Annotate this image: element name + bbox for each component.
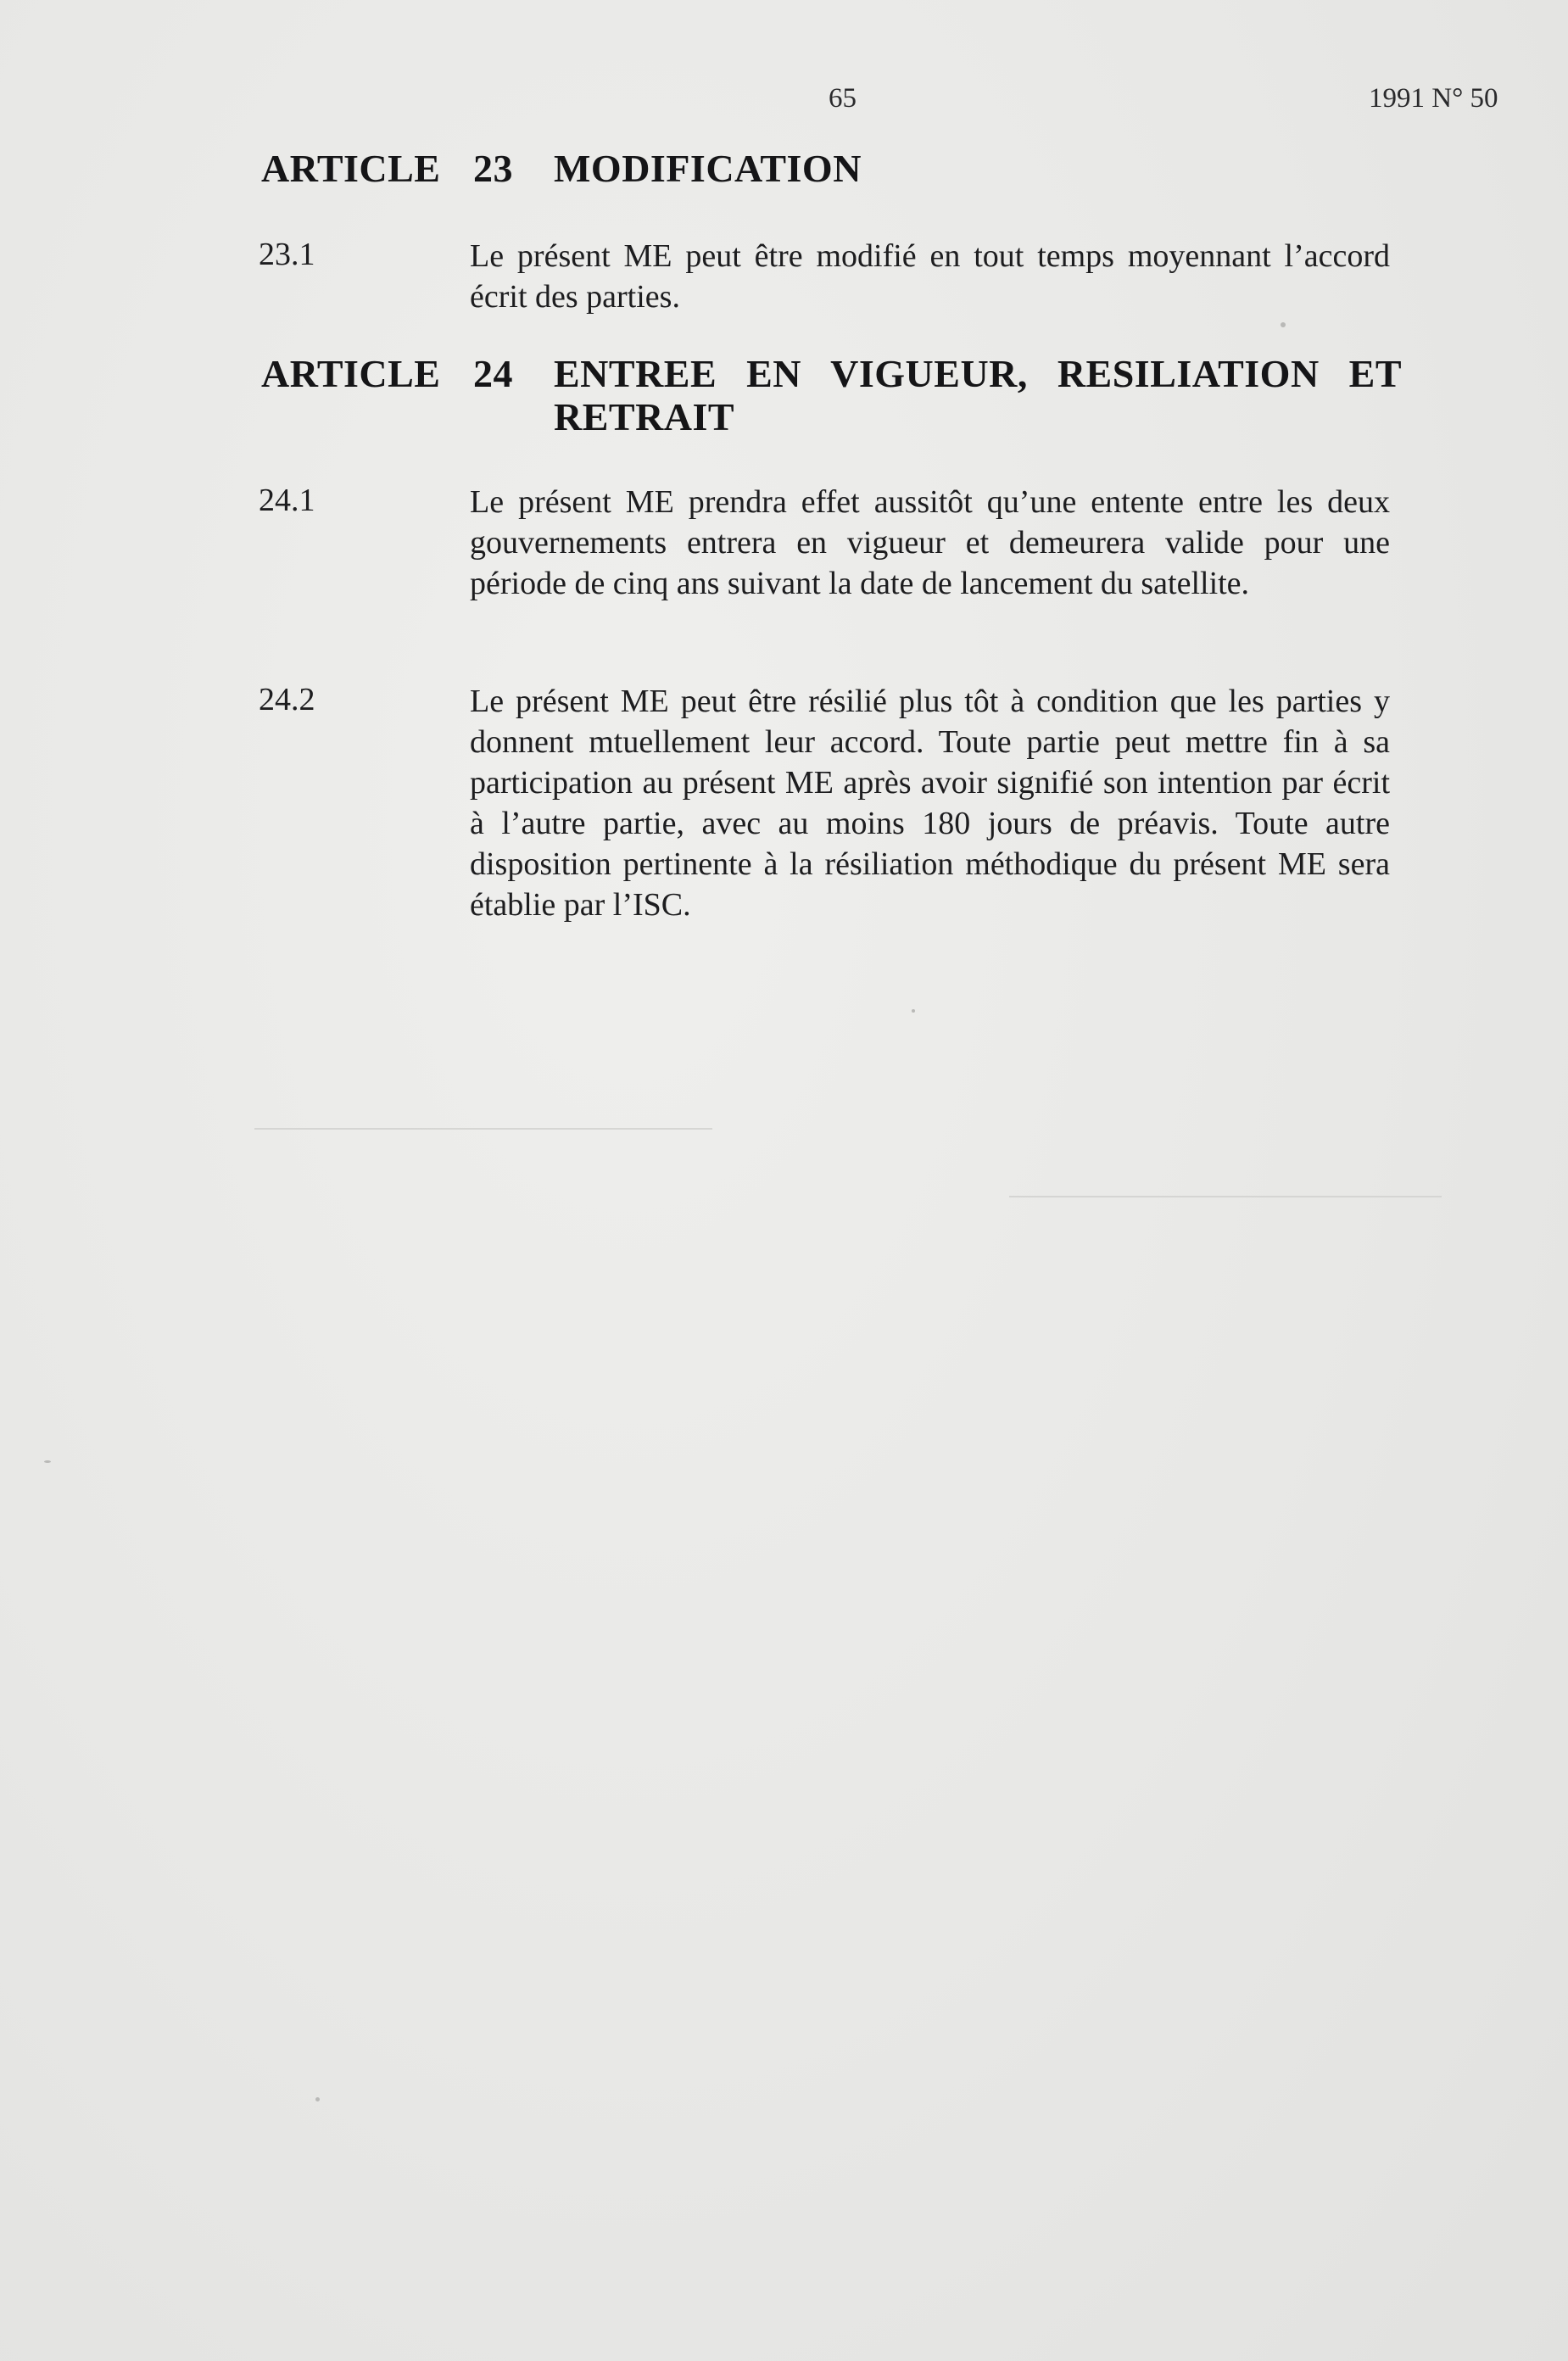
clause-text: Le présent ME peut être modifié en tout temps moyennant l’accord écrit des parties. (470, 238, 1390, 315)
scan-speck (912, 1009, 915, 1013)
article-title: MODIFICATION (554, 147, 862, 190)
show-through-signature (254, 1035, 712, 1130)
clause-number: 24.1 (259, 483, 315, 518)
show-through-signature (1009, 1102, 1442, 1197)
clause-number: 24.2 (259, 682, 315, 717)
article-title-line2: RETRAIT (554, 395, 735, 438)
scan-speck (44, 1460, 51, 1463)
article-number: 23 (473, 147, 513, 190)
page-number: 65 (829, 83, 857, 114)
clause-text: Le présent ME prendra effet aussitôt qu’une entente entre les deux gouvernements entrera en vigueur et demeurera valide pour une période de cinq ans suivant la date de lancement du satellite. (470, 484, 1390, 601)
article-number: 24 (473, 352, 513, 395)
document-reference: 1991 N° 50 (1369, 83, 1498, 114)
article-label: ARTICLE (261, 352, 441, 395)
article-label: ARTICLE (261, 147, 441, 190)
clause-text: Le présent ME peut être résilié plus tôt à condition que les parties y donnent mtuellement leur accord. Toute partie peut mettre fin à sa participation au présent ME après avoir signifié son intention par écrit à l’autre partie, avec au moins 180 jours de préavis. Toute autre disposition pertinente à la résiliation méthodique du présent ME sera établie par l’ISC. (470, 684, 1390, 923)
scan-speck (1281, 322, 1286, 327)
clause-number: 23.1 (259, 237, 315, 272)
article-title: ENTREE EN VIGUEUR, RESILIATION ET (554, 352, 1402, 395)
scan-speck (315, 2097, 320, 2101)
